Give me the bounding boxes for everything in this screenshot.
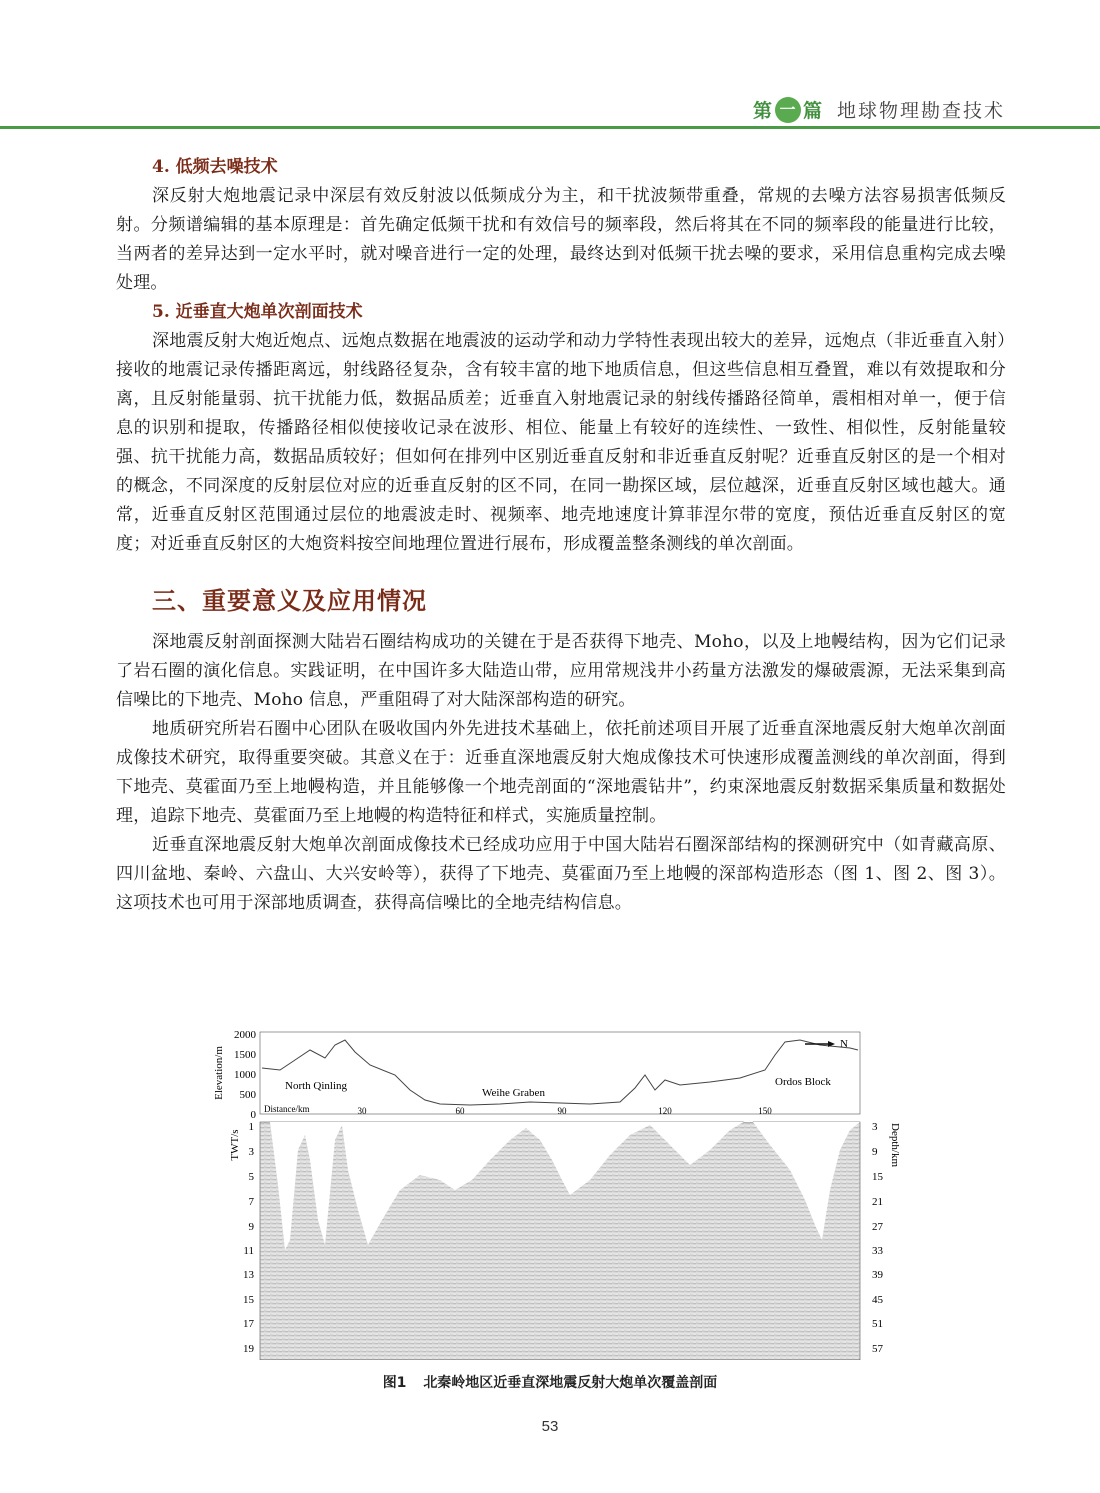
page-number: 53 xyxy=(541,1418,559,1435)
distance-tick: 30 xyxy=(357,1106,367,1116)
elev-tick: 500 xyxy=(239,1089,256,1101)
seismic-section-figure xyxy=(210,1030,910,1360)
twt-axis-label: TWT/s xyxy=(229,1129,241,1161)
caption-number: 图1 xyxy=(382,1375,407,1391)
depth-tick: 39 xyxy=(872,1269,883,1281)
depth-axis-label: Depth/km xyxy=(889,1123,901,1167)
page-body xyxy=(116,153,1006,918)
twt-ticks xyxy=(243,1121,255,1355)
elev-tick: 1000 xyxy=(234,1069,256,1081)
elevation-ticks xyxy=(234,1030,257,1121)
depth-tick: 21 xyxy=(872,1196,883,1208)
twt-tick: 15 xyxy=(243,1294,254,1306)
depth-tick: 33 xyxy=(872,1245,883,1257)
section-5-paragraph: 深地震反射大炮近炮点、远炮点数据在地震波的运动学和动力学特性表现出较大的差异，远炮点（非近垂直入射）接收的地震记录传播距离远，射线路径复杂，含有较丰富的地下地质信息，但这些信息相互叠置，难以有效提取和分离，且反射能量弱、抗干扰能力低，数据品质差；近垂直入射地震记录的射线传播路径简单，震相相对单一，便于信息的识别和提取，传播路径相似使接收记录在波形、相位、能量上有较好的连续性、一致性、相似性，反射能量较强、抗干扰能力高，数据品质较好；但如何在排列中区别近垂直反射和非近垂直反射呢？近垂直反射区的是一个相对的概念，不同深度的反射层位对应的近垂直反射的区不同，在同一勘探区域，层位越深，近垂直反射区域也越大。通常，近垂直反射区范围通过层位的地震波走时、视频率、地壳地速度计算菲涅尔带的宽度，预估近垂直反射区的宽度；对近垂直反射区的大炮资料按空间地理位置进行展布，形成覆盖整条测线的单次剖面。 xyxy=(116,331,1006,554)
twt-tick: 19 xyxy=(243,1343,254,1355)
depth-tick: 57 xyxy=(872,1343,883,1355)
twt-tick: 9 xyxy=(248,1221,254,1233)
section-4-title: 4. 低频去噪技术 xyxy=(152,157,278,177)
twt-tick: 11 xyxy=(243,1245,254,1257)
twt-tick: 1 xyxy=(248,1121,254,1133)
twt-tick: 5 xyxy=(248,1171,254,1183)
depth-tick: 15 xyxy=(872,1171,883,1183)
region-label-north-qinling: North Qinling xyxy=(285,1080,348,1092)
paragraph-1: 深地震反射剖面探测大陆岩石圈结构成功的关键在于是否获得下地壳、Moho，以及上地幔结构，因为它们记录了岩石圈的演化信息。实践证明，在中国许多大陆造山带，应用常规浅井小药量方法激发的爆破震源，无法采集到高信噪比的下地壳、Moho 信息，严重阻碍了对大陆深部构造的研究。 xyxy=(116,632,1006,710)
twt-tick: 17 xyxy=(243,1318,254,1330)
distance-tick: 120 xyxy=(658,1106,672,1116)
distance-axis-label: Distance/km xyxy=(264,1104,310,1114)
depth-tick: 9 xyxy=(872,1146,878,1158)
twt-tick: 7 xyxy=(248,1196,254,1208)
region-label-weihe-graben: Weihe Graben xyxy=(482,1087,545,1099)
section-5-title: 5. 近垂直大炮单次剖面技术 xyxy=(152,302,363,322)
part-number-badge: 一 xyxy=(775,97,801,123)
elev-tick: 2000 xyxy=(234,1030,256,1041)
caption-text: 北秦岭地区近垂直深地震反射大炮单次覆盖剖面 xyxy=(423,1375,718,1391)
twt-tick: 3 xyxy=(248,1146,254,1158)
distance-tick: 150 xyxy=(758,1106,772,1116)
header-title-group xyxy=(753,96,1005,123)
depth-tick: 51 xyxy=(872,1318,883,1330)
depth-tick: 45 xyxy=(872,1294,883,1306)
depth-tick: 27 xyxy=(872,1221,883,1233)
twt-tick: 13 xyxy=(243,1269,254,1281)
part-suffix: 篇 xyxy=(802,100,823,122)
header-book-title: 地球物理勘查技术 xyxy=(836,100,1005,122)
paragraph-3: 近垂直深地震反射大炮单次剖面成像技术已经成功应用于中国大陆岩石圈深部结构的探测研究中（如青藏高原、四川盆地、秦岭、六盘山、大兴安岭等），获得了下地壳、莫霍面乃至上地幔的深部构造形态（图 1、图 2、图 3）。这项技术也可用于深部地质调查，获得高信噪比的全地壳结构信息。 xyxy=(116,835,1006,913)
north-label: N xyxy=(840,1038,848,1050)
elevation-panel xyxy=(260,1032,860,1114)
depth-ticks xyxy=(872,1121,884,1355)
paragraph-2: 地质研究所岩石圈中心团队在吸收国内外先进技术基础上，依托前述项目开展了近垂直深地震反射大炮单次剖面成像技术研究，取得重要突破。其意义在于：近垂直深地震反射大炮成像技术可快速形成覆盖测线的单次剖面，得到下地壳、莫霍面乃至上地幔构造，并且能够像一个地壳剖面的“深地震钻井”，约束深地震反射数据采集质量和数据处理，追踪下地壳、莫霍面乃至上地幔的构造特征和样式，实施质量控制。 xyxy=(116,719,1006,826)
chapter-heading: 三、重要意义及应用情况 xyxy=(152,587,427,615)
header-rule xyxy=(0,126,1100,129)
depth-tick: 3 xyxy=(872,1121,878,1133)
section-4-paragraph: 深反射大炮地震记录中深层有效反射波以低频成分为主，和干扰波频带重叠，常规的去噪方法容易损害低频反射。分频谱编辑的基本原理是：首先确定低频干扰和有效信号的频率段，然后将其在不同的频率段的能量进行比较，当两者的差异达到一定水平时，就对噪音进行一定的处理，最终达到对低频干扰去噪的要求，采用信息重构完成去噪处理。 xyxy=(116,186,1006,293)
elev-tick: 1500 xyxy=(234,1049,256,1061)
figure-caption xyxy=(0,1372,1100,1392)
elevation-axis-label: Elevation/m xyxy=(213,1046,225,1100)
page-header xyxy=(0,90,1100,130)
distance-tick: 90 xyxy=(557,1106,567,1116)
elev-tick: 0 xyxy=(250,1109,256,1121)
distance-tick: 60 xyxy=(455,1106,465,1116)
region-label-ordos-block: Ordos Block xyxy=(775,1076,831,1088)
figure-1 xyxy=(210,1030,910,1360)
part-prefix: 第 xyxy=(752,100,773,122)
